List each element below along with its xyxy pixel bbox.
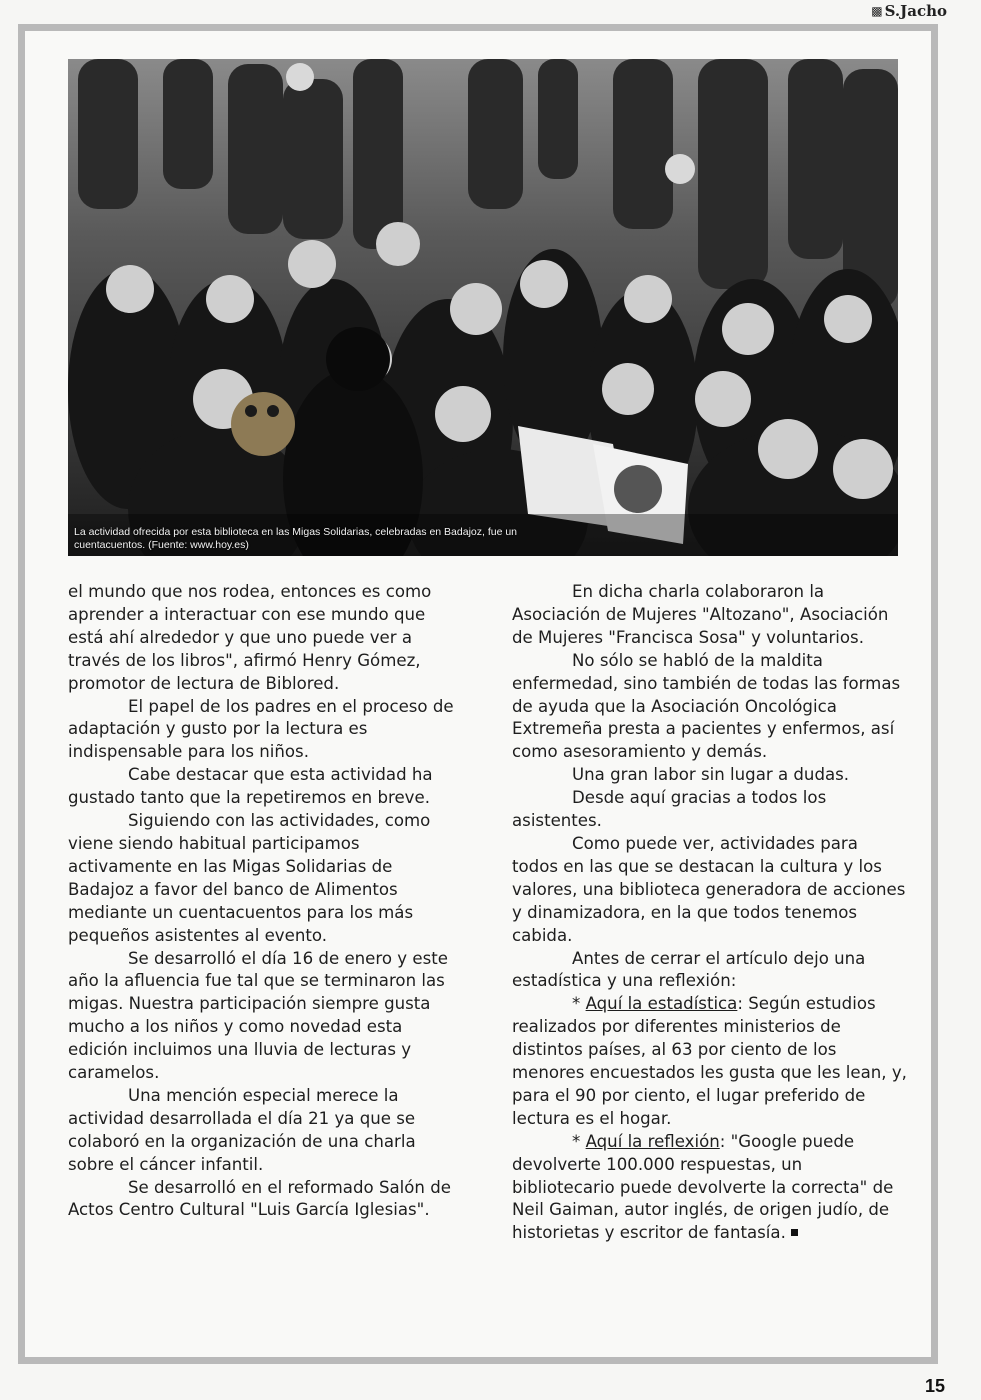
paragraph: Desde aquí gracias a todos los asistentes. xyxy=(512,788,827,831)
article-left-column xyxy=(68,581,463,1222)
page-number: 15 xyxy=(924,1376,945,1396)
statistic-label: Aquí la estadística xyxy=(585,994,738,1014)
paragraph: El papel de los padres en el proceso de adaptación y gusto por la lectura es indispensable para los niños. xyxy=(68,696,454,762)
masthead-logo xyxy=(871,2,947,20)
article-photo xyxy=(68,59,898,556)
article-right-column xyxy=(512,581,907,1245)
paragraph: el mundo que nos rodea, entonces es como aprender a interactuar con ese mundo que está ahí alrededor y que uno puede ver a través de los libros", afirmó Henry Gómez, promotor de lectura de Biblored. xyxy=(68,582,432,693)
paragraph: Una gran labor sin lugar a dudas. xyxy=(572,765,850,785)
paragraph: Se desarrolló el día 16 de enero y este año la afluencia fue tal que se terminaron las migas. Nuestra participación siempre gusta mucho a los niños y como novedad esta edición incluimos una lluvia de lecturas y caramelos. xyxy=(68,948,448,1083)
statistic-text: : Según estudios realizados por diferentes ministerios de distintos países, al 63 por ciento de los menores encuestados les gusta que les lean, y, para el 90 por ciento, el lugar preferido de lectura es el hogar. xyxy=(512,994,907,1128)
paragraph: Siguiendo con las actividades, como viene siendo habitual participamos activamente en las Migas Solidarias de Badajoz a favor del banco de Alimentos mediante un cuentacuentos para los más pequeños asistentes al evento. xyxy=(68,811,431,945)
bullet: * xyxy=(572,1131,581,1151)
end-of-article-icon xyxy=(791,1229,798,1236)
paragraph: Antes de cerrar el artículo dejo una estadística y una reflexión: xyxy=(512,948,866,991)
paragraph: Se desarrolló en el reformado Salón de Actos Centro Cultural "Luis García Iglesias". xyxy=(68,1177,451,1220)
photo-illustration xyxy=(68,59,898,556)
photo-caption: La actividad ofrecida por esta biblioteca en las Migas Solidarias, celebradas en Badajoz, fue un cuentacuentos. (Fuente: www.hoy.es) xyxy=(74,526,518,551)
paragraph: En dicha charla colaboraron la Asociación de Mujeres "Altozano", Asociación de Mujeres "Francisca Sosa" y voluntarios. xyxy=(512,582,889,647)
statistic-paragraph xyxy=(512,993,907,1130)
publication-name: S.Jacho xyxy=(884,2,947,20)
paragraph: Como puede ver, actividades para todos en las que se destacan la cultura y los valores, una biblioteca generadora de acciones y dinamizadora, en la que todos tenemos cabida. xyxy=(512,833,906,945)
logo-icon: ▩ xyxy=(871,4,883,18)
paragraph: Una mención especial merece la actividad desarrollada el día 21 ya que se colaboró en la organización de una charla sobre el cáncer infantil. xyxy=(68,1085,416,1174)
reflection-label: Aquí la reflexión xyxy=(585,1131,720,1151)
reflection-paragraph xyxy=(512,1131,907,1246)
paragraph: Cabe destacar que esta actividad ha gustado tanto que la repetiremos en breve. xyxy=(68,765,433,808)
reflection-text: : "Google puede devolverte 100.000 respuestas, un bibliotecario puede devolverte la correcta" de Neil Gaiman, autor inglés, de origen judío, de historietas y escritor de fantasía. xyxy=(512,1131,894,1243)
paragraph: No sólo se habló de la maldita enfermedad, sino también de todas las formas de ayuda que la Asociación Oncológica Extremeña presta a pacientes y enfermos, así como asesoramiento y demás. xyxy=(512,650,901,762)
bullet: * xyxy=(572,994,581,1014)
